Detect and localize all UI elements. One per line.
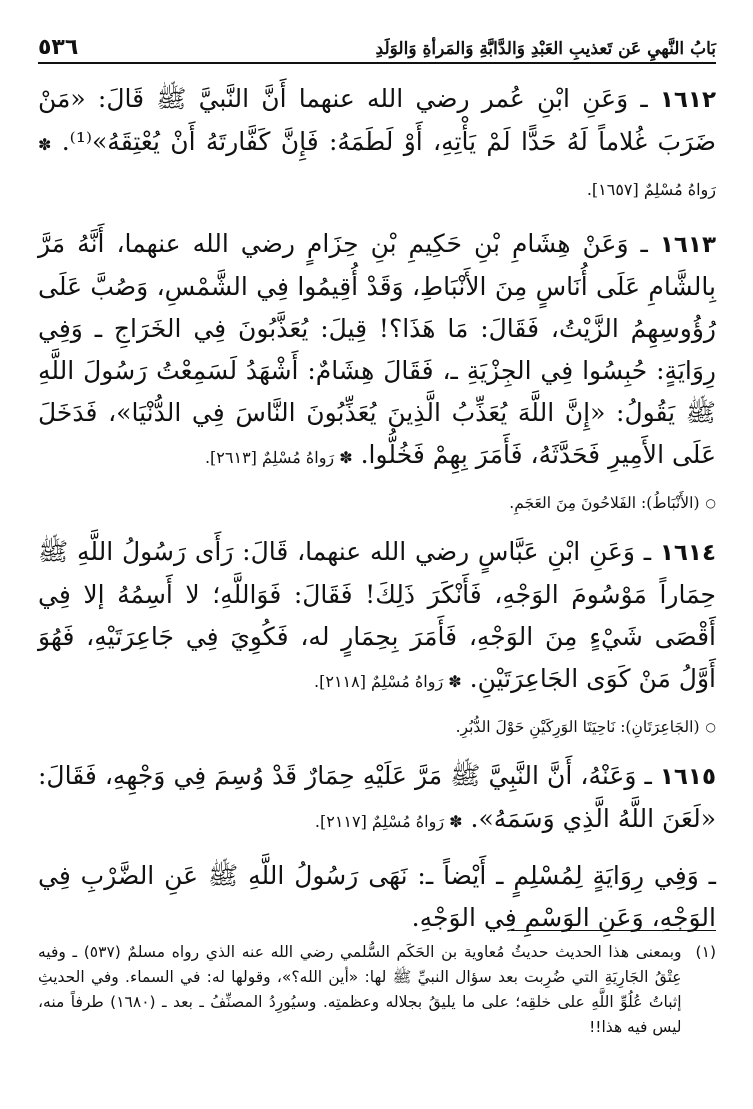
- footnote-marker: (١): [695, 943, 716, 961]
- circle-icon: ○: [705, 720, 716, 734]
- hadith-1612: [38, 78, 716, 211]
- hadith-source: ✽ رَواهُ مُسْلِمٌ [١٦٥٧].: [38, 135, 716, 199]
- hadith-text: ـ وَعَنْ هِشَامِ بْنِ حَكِيمِ بْنِ حِزَامٍ رضي الله عنهما، أَنَّهُ مَرَّ بِالشَّامِ عَلَى أُنَاسٍ مِنَ الأَنْبَاطِ، وَقَدْ أُقِيمُوا فِي الشَّمْسِ، وَصُبَّ عَلَى رُؤُوسِهِمُ الزَّيْتُ، فَقَالَ: مَا هَذَا؟! قِيلَ: يُعَذَّبُونَ فِي الخَرَاجِ ـ وَفِي رِوَايَةٍ: حُبِسُوا فِي الجِزْيَةِ ـ، فَقَالَ هِشَامٌ: أَشْهَدُ لَسَمِعْتُ رَسُولَ اللَّهِ ﷺ يَقُولُ: «إِنَّ اللَّهَ يُعَذِّبُ الَّذِينَ يُعَذِّبُونَ النَّاسَ فِي الدُّنْيَا»، فَدَخَلَ عَلَى الأَمِيرِ فَحَدَّثَهُ، فَأَمَرَ بِهِمْ فَخُلُّوا.: [38, 229, 716, 469]
- page-content: [38, 78, 716, 939]
- hadith-text: ـ وَعَنِ ابْنِ عُمر رضي الله عنهما أَنَّ النَّبيَّ ﷺ قَالَ: «مَنْ ضَرَبَ غُلاماً لَهُ حَدًّا لَمْ يَأْتِهِ، أَوْ لَطَمَهُ: فَإِنَّ كَفَّارتَهُ أَنْ يُعْتِقَهُ»⁽¹⁾.: [38, 84, 717, 156]
- hadith-number: ١٦١٥: [659, 764, 716, 790]
- circle-icon: ○: [705, 496, 716, 510]
- hadith-1614: [38, 531, 716, 703]
- gloss-note: [38, 491, 716, 515]
- hadith-1613: [38, 223, 716, 479]
- gloss-text: (الجَاعِرَتَانِ): نَاحِيَتَا الوَرِكَيْنِ حَوْلَ الدُّبُرِ.: [455, 718, 700, 736]
- book-page: [38, 30, 716, 1090]
- hadith-number: ١٦١٤: [659, 540, 716, 566]
- hadith-text: ـ وَعَنِ ابْنِ عَبَّاسٍ رضي الله عنهما، قَالَ: رَأَى رَسُولُ اللَّهِ ﷺ حِمَاراً مَوْسُومَ الوَجْهِ، فَأَنْكَرَ ذَلِكَ! فَقَالَ: فَوَاللَّهِ؛ لا أَسِمُهُ إلا فِي أَقْصَى شَيْءٍ مِنَ الوَجْهِ، فَأَمَرَ بِحِمَارٍ له، فَكُوِيَ فِي جَاعِرَتَيْهِ، فَهُوَ أَوَّلُ مَنْ كَوَى الجَاعِرَتَيْنِ.: [38, 537, 716, 693]
- gloss-note: [38, 715, 716, 739]
- hadith-1615-additional-narration: [38, 855, 716, 939]
- hadith-number: ١٦١٢: [659, 87, 716, 113]
- hadith-text: ـ وَعَنْهُ، أَنَّ النَّبِيَّ ﷺ مَرَّ عَلَيْهِ حِمَارٌ قَدْ وُسِمَ فِي وَجْهِهِ، فَقَالَ: «لَعَنَ اللَّهُ الَّذِي وَسَمَهُ».: [38, 761, 716, 833]
- page-header: [38, 30, 716, 64]
- hadith-1615: [38, 755, 716, 843]
- footnote-text: وبمعنى هذا الحديث حديثُ مُعاوية بن الحَكَم السُّلمي رضي الله عنه الذي رواه مسلمٌ (٥٣٧) ـ وفيه عِتْقُ الجَارِيَةِ التي ضُرِبت بعد سؤال النبيِّ ﷺ لها: «أين الله؟»، وقولها له: في السماء. وفي الحديثِ إثباتُ عُلُوِّ اللَّهِ على خلقِه؛ على ما يليقُ بجلاله وعظمتِه. وسيُورِدُ المصنِّفُ ـ بعد ـ (١٦٨٠) طرفاً منه، ليس فيه هذا!!: [38, 943, 682, 1036]
- hadith-number: ١٦١٣: [659, 232, 717, 258]
- chapter-title: بَابُ النَّهيِ عَن تَعذيبِ العَبْدِ وَالدَّابَّةِ وَالمَرأةِ وَالوَلَدِ: [375, 39, 716, 59]
- hadith-source: ✽ رَواهُ مُسْلِمٌ [٢٦١٣].: [204, 448, 353, 467]
- page-number: ٥٣٦: [38, 35, 79, 60]
- gloss-text: (الأَنْبَاطُ): الفَلاحُونَ مِنَ العَجَمِ.: [509, 494, 700, 512]
- footnote-divider: [511, 930, 716, 931]
- footnote: [38, 940, 716, 1040]
- hadith-source: ✽ رَواهُ مُسْلِمٌ [٢١١٨].: [314, 672, 462, 691]
- narration-text: ـ وَفِي رِوَايَةٍ لِمُسْلِمٍ ـ أَيْضاً ـ: نَهَى رَسُولُ اللَّهِ ﷺ عَنِ الضَّرْبِ فِي الوَجْهِ، وَعَنِ الوَسْمِ فِي الوَجْهِ.: [38, 861, 716, 932]
- hadith-source: ✽ رَواهُ مُسْلِمٌ [٢١١٧].: [314, 812, 463, 831]
